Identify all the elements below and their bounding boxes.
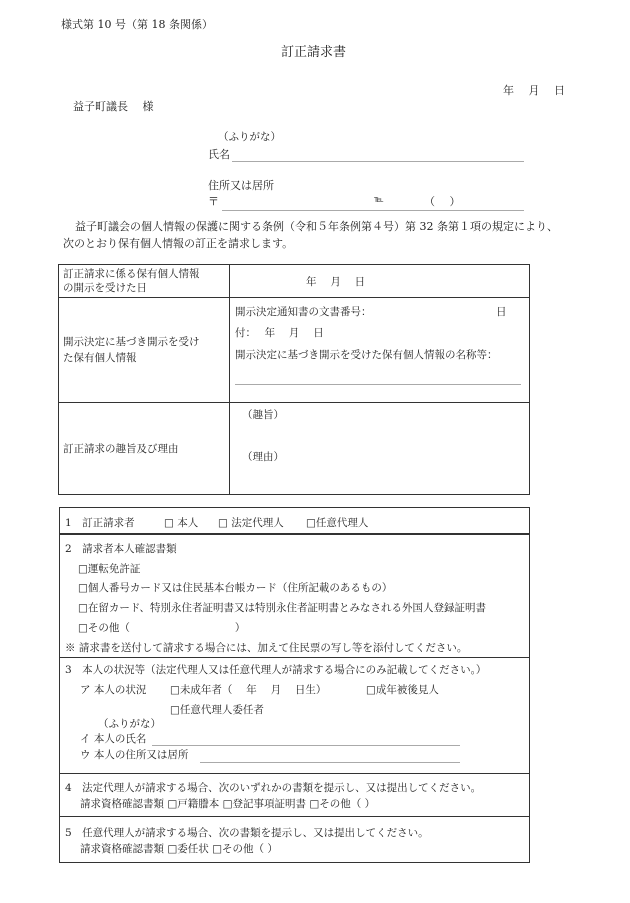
- disclosed-info-label-cell: [59, 298, 230, 403]
- principal-name-label: イ 本人の氏名: [80, 733, 147, 745]
- purpose-label: （趣旨）: [242, 409, 284, 421]
- table-row: [59, 298, 530, 403]
- adult-ward-checkbox[interactable]: □成年被後見人: [366, 684, 439, 696]
- voluntary-agent-docs-options[interactable]: 請求資格確認書類 □委任状 □その他（ ）: [80, 843, 278, 855]
- requester-legal-agent-checkbox[interactable]: □ 法定代理人: [218, 517, 284, 529]
- table-row: [59, 403, 530, 495]
- applicant-address-label: 住所又は居所: [208, 179, 274, 192]
- principal-status-a-label: ア 本人の状況: [80, 684, 147, 696]
- tel-paren: （ ）: [424, 195, 461, 208]
- legal-agent-docs-options[interactable]: 請求資格確認書類 □戸籍謄本 □登記事項証明書 □その他（ ）: [80, 798, 376, 810]
- correction-purpose-cell[interactable]: [230, 403, 530, 495]
- drivers-license-checkbox[interactable]: □運転免許証: [78, 563, 141, 575]
- disclosure-date-value: 年 月 日: [306, 276, 366, 288]
- tel-label: ℡: [374, 195, 384, 205]
- intro-line-2: 次のとおり保有個人情報の訂正を請求します。: [63, 237, 294, 250]
- applicant-address-field[interactable]: [222, 210, 524, 211]
- legal-agent-docs-label: 4 法定代理人が請求する場合、次のいずれかの書類を提示し、又は提出してください。: [65, 782, 482, 794]
- disclosed-info-name-label: 開示決定に基づき開示を受けた保有個人情報の名称等：: [235, 349, 498, 361]
- section-requester: [59, 507, 530, 534]
- requester-label: 1 訂正請求者: [65, 517, 135, 529]
- reason-label: （理由）: [242, 451, 284, 463]
- principal-status-label: 3 本人の状況等（法定代理人又は任意代理人が請求する場合にのみ記載してください。）: [65, 664, 487, 676]
- table-row: [59, 265, 530, 298]
- disclosure-date-label-1: 訂正請求に係る保有個人情報: [63, 268, 200, 280]
- residence-card-checkbox[interactable]: □在留カード、特別永住者証明書又は特別永住者証明書とみなされる外国人登録証明書: [78, 602, 486, 614]
- other-document-checkbox[interactable]: □その他（ ）: [78, 622, 246, 634]
- section-divider: [60, 773, 529, 774]
- my-number-card-checkbox[interactable]: □個人番号カード又は住民基本台帳カード（住所記載のあるもの）: [78, 582, 393, 594]
- correction-purpose-label: 訂正請求の趣旨及び理由: [63, 443, 179, 455]
- applicant-name-field[interactable]: [232, 161, 524, 162]
- minor-checkbox[interactable]: □未成年者（ 年 月 日生）: [170, 684, 327, 696]
- principal-name-field[interactable]: [152, 745, 460, 746]
- principal-address-field[interactable]: [200, 762, 460, 763]
- page-title: 訂正請求書: [281, 45, 347, 60]
- mail-request-note: ※ 請求書を送付して請求する場合には、加えて住民票の写し等を添付してください。: [65, 642, 468, 654]
- postal-mark: 〒: [208, 195, 219, 208]
- intro-line-1: 益子町議会の個人情報の保護に関する条例（令和５年条例第４号）第 32 条第１項の規定により、: [75, 220, 558, 233]
- applicant-name-label: 氏名: [208, 148, 230, 161]
- disclosed-info-cell[interactable]: [230, 298, 530, 403]
- section-group: [59, 534, 530, 863]
- disclosure-date-label-2: の開示を受けた日: [63, 282, 147, 294]
- principal-furigana-label: （ふりがな）: [98, 718, 161, 730]
- notice-date: 付： 年 月 日: [235, 327, 324, 339]
- addressee: 益子町議長 様: [73, 100, 154, 113]
- notice-day-mark: 日: [496, 306, 507, 318]
- disclosed-info-name-field[interactable]: [235, 384, 521, 385]
- disclosed-info-label-2: た保有個人情報: [63, 352, 137, 364]
- form-number: 様式第 10 号（第 18 条関係）: [61, 18, 213, 31]
- applicant-furigana-label: （ふりがな）: [218, 131, 281, 143]
- correction-purpose-label-cell: [59, 403, 230, 495]
- voluntary-principal-checkbox[interactable]: □任意代理人委任者: [170, 704, 264, 716]
- requester-voluntary-agent-checkbox[interactable]: □任意代理人: [306, 517, 369, 529]
- date-line: 年 月 日: [503, 84, 565, 97]
- section-divider: [60, 816, 529, 817]
- id-documents-label: 2 請求者本人確認書類: [65, 543, 177, 555]
- request-details-table: [58, 264, 530, 495]
- principal-address-label: ウ 本人の住所又は居所: [80, 749, 189, 761]
- disclosure-date-label-cell: [59, 265, 230, 298]
- section-divider: [60, 657, 529, 658]
- disclosure-date-cell[interactable]: [230, 265, 530, 298]
- disclosed-info-label-1: 開示決定に基づき開示を受け: [63, 336, 200, 348]
- requester-self-checkbox[interactable]: □ 本人: [164, 517, 199, 529]
- notice-document-number-label: 開示決定通知書の文書番号：: [235, 306, 372, 318]
- voluntary-agent-docs-label: 5 任意代理人が請求する場合、次の書類を提示し、又は提出してください。: [65, 827, 429, 839]
